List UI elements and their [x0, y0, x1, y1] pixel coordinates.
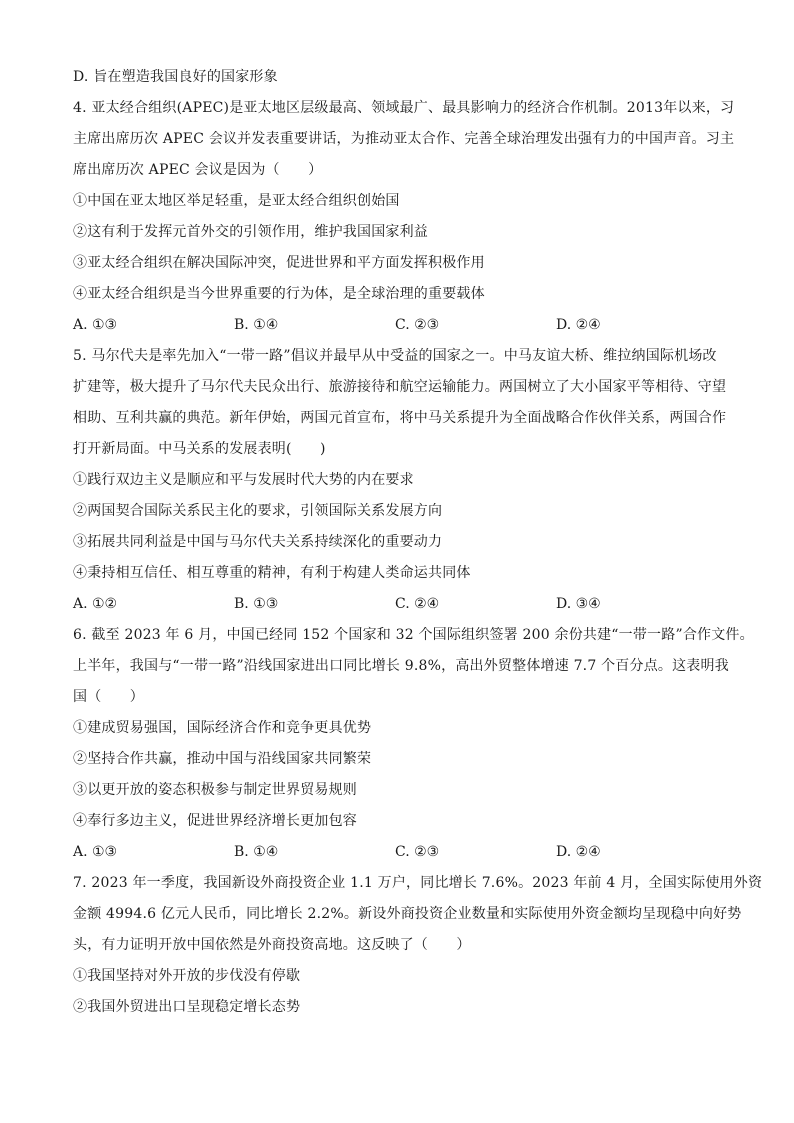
option-line-prev-question: D. 旨在塑造我国良好的国家形象 — [73, 69, 278, 85]
statement-item: ②我国外贸进出口呈现稳定增长态势 — [73, 999, 301, 1015]
answer-option-c: C. ②③ — [395, 317, 440, 333]
answer-option-b: B. ①③ — [234, 596, 279, 612]
answer-option-a: A. ①③ — [73, 317, 118, 333]
answer-options — [73, 837, 723, 868]
question-stem-line: 6. 截至 2023 年 6 月，中国已经同 152 个国家和 32 个国际组织签署 200 余份共建“一带一路”合作文件。 — [73, 627, 754, 643]
document-page — [73, 62, 763, 1023]
statement-item: ④秉持相互信任、相互尊重的精神，有利于构建人类命运共同体 — [73, 565, 471, 581]
question-stem-line: 4. 亚太经合组织(APEC)是亚太地区层级最高、领域最广、最具影响力的经济合作机制。2013年以来，习 — [73, 100, 735, 116]
question-7 — [73, 868, 763, 1023]
answer-option-a: A. ①③ — [73, 844, 118, 860]
answer-option-b: B. ①④ — [234, 317, 279, 333]
statement-item: ②两国契合国际关系民主化的要求，引领国际关系发展方向 — [73, 503, 443, 519]
question-stem-line: 国（ ） — [73, 689, 144, 705]
statement-item: ②坚持合作共赢，推动中国与沿线国家共同繁荣 — [73, 751, 372, 767]
question-stem-line: 主席出席历次 APEC 会议并发表重要讲话，为推动亚太合作、完善全球治理发出强有力的中国声音。习主 — [73, 131, 735, 147]
question-4 — [73, 93, 735, 341]
answer-option-b: B. ①④ — [234, 844, 279, 860]
answer-option-c: C. ②③ — [395, 844, 440, 860]
answer-options — [73, 589, 723, 620]
question-stem-line: 上半年，我国与“一带一路”沿线国家进出口同比增长 9.8%，高出外贸整体增速 7.7 个百分点。这表明我 — [73, 658, 729, 674]
statement-item: ①中国在亚太地区举足轻重，是亚太经合组织创始国 — [73, 193, 400, 209]
question-stem-line: 扩建等，极大提升了马尔代夫民众出行、旅游接待和航空运输能力。两国树立了大小国家平等相待、守望 — [73, 379, 727, 395]
statement-item: ③以更开放的姿态积极参与制定世界贸易规则 — [73, 782, 357, 798]
question-stem-line: 7. 2023 年一季度，我国新设外商投资企业 1.1 万户，同比增长 7.6%。2023 年前 4 月，全国实际使用外资 — [73, 875, 763, 891]
answer-options — [73, 310, 723, 341]
statement-item: ③拓展共同利益是中国与马尔代夫关系持续深化的重要动力 — [73, 534, 443, 550]
question-stem-line: 头，有力证明开放中国依然是外商投资高地。这反映了（ ） — [73, 937, 471, 953]
statement-item: ②这有利于发挥元首外交的引领作用，维护我国国家利益 — [73, 224, 428, 240]
answer-option-d: D. ③④ — [556, 596, 601, 612]
statement-item: ①建成贸易强国，国际经济合作和竞争更具优势 — [73, 720, 372, 736]
question-stem-line: 5. 马尔代夫是率先加入“一带一路”倡议并最早从中受益的国家之一。中马友谊大桥、维拉纳国际机场改 — [73, 348, 717, 364]
question-stem-line: 金额 4994.6 亿元人民币，同比增长 2.2%。新设外商投资企业数量和实际使用外资金额均呈现稳中向好势 — [73, 906, 742, 922]
statement-item: ④奉行多边主义，促进世界经济增长更加包容 — [73, 813, 357, 829]
statement-item: ③亚太经合组织在解决国际冲突，促进世界和平方面发挥积极作用 — [73, 255, 485, 271]
answer-option-c: C. ②④ — [395, 596, 440, 612]
question-6 — [73, 620, 754, 868]
question-stem-line: 席出席历次 APEC 会议是因为（ ） — [73, 162, 323, 178]
statement-item: ①我国坚持对外开放的步伐没有停歇 — [73, 968, 301, 984]
statement-item: ④亚太经合组织是当今世界重要的行为体，是全球治理的重要载体 — [73, 286, 485, 302]
answer-option-a: A. ①② — [73, 596, 118, 612]
statement-item: ①践行双边主义是顺应和平与发展时代大势的内在要求 — [73, 472, 414, 488]
answer-option-d: D. ②④ — [556, 844, 601, 860]
question-5 — [73, 341, 727, 620]
answer-option-d: D. ②④ — [556, 317, 601, 333]
question-stem-line: 相助、互利共赢的典范。新年伊始，两国元首宣布，将中马关系提升为全面战略合作伙伴关系，两国合作 — [73, 410, 727, 426]
question-stem-line: 打开新局面。中马关系的发展表明( ) — [73, 441, 326, 457]
